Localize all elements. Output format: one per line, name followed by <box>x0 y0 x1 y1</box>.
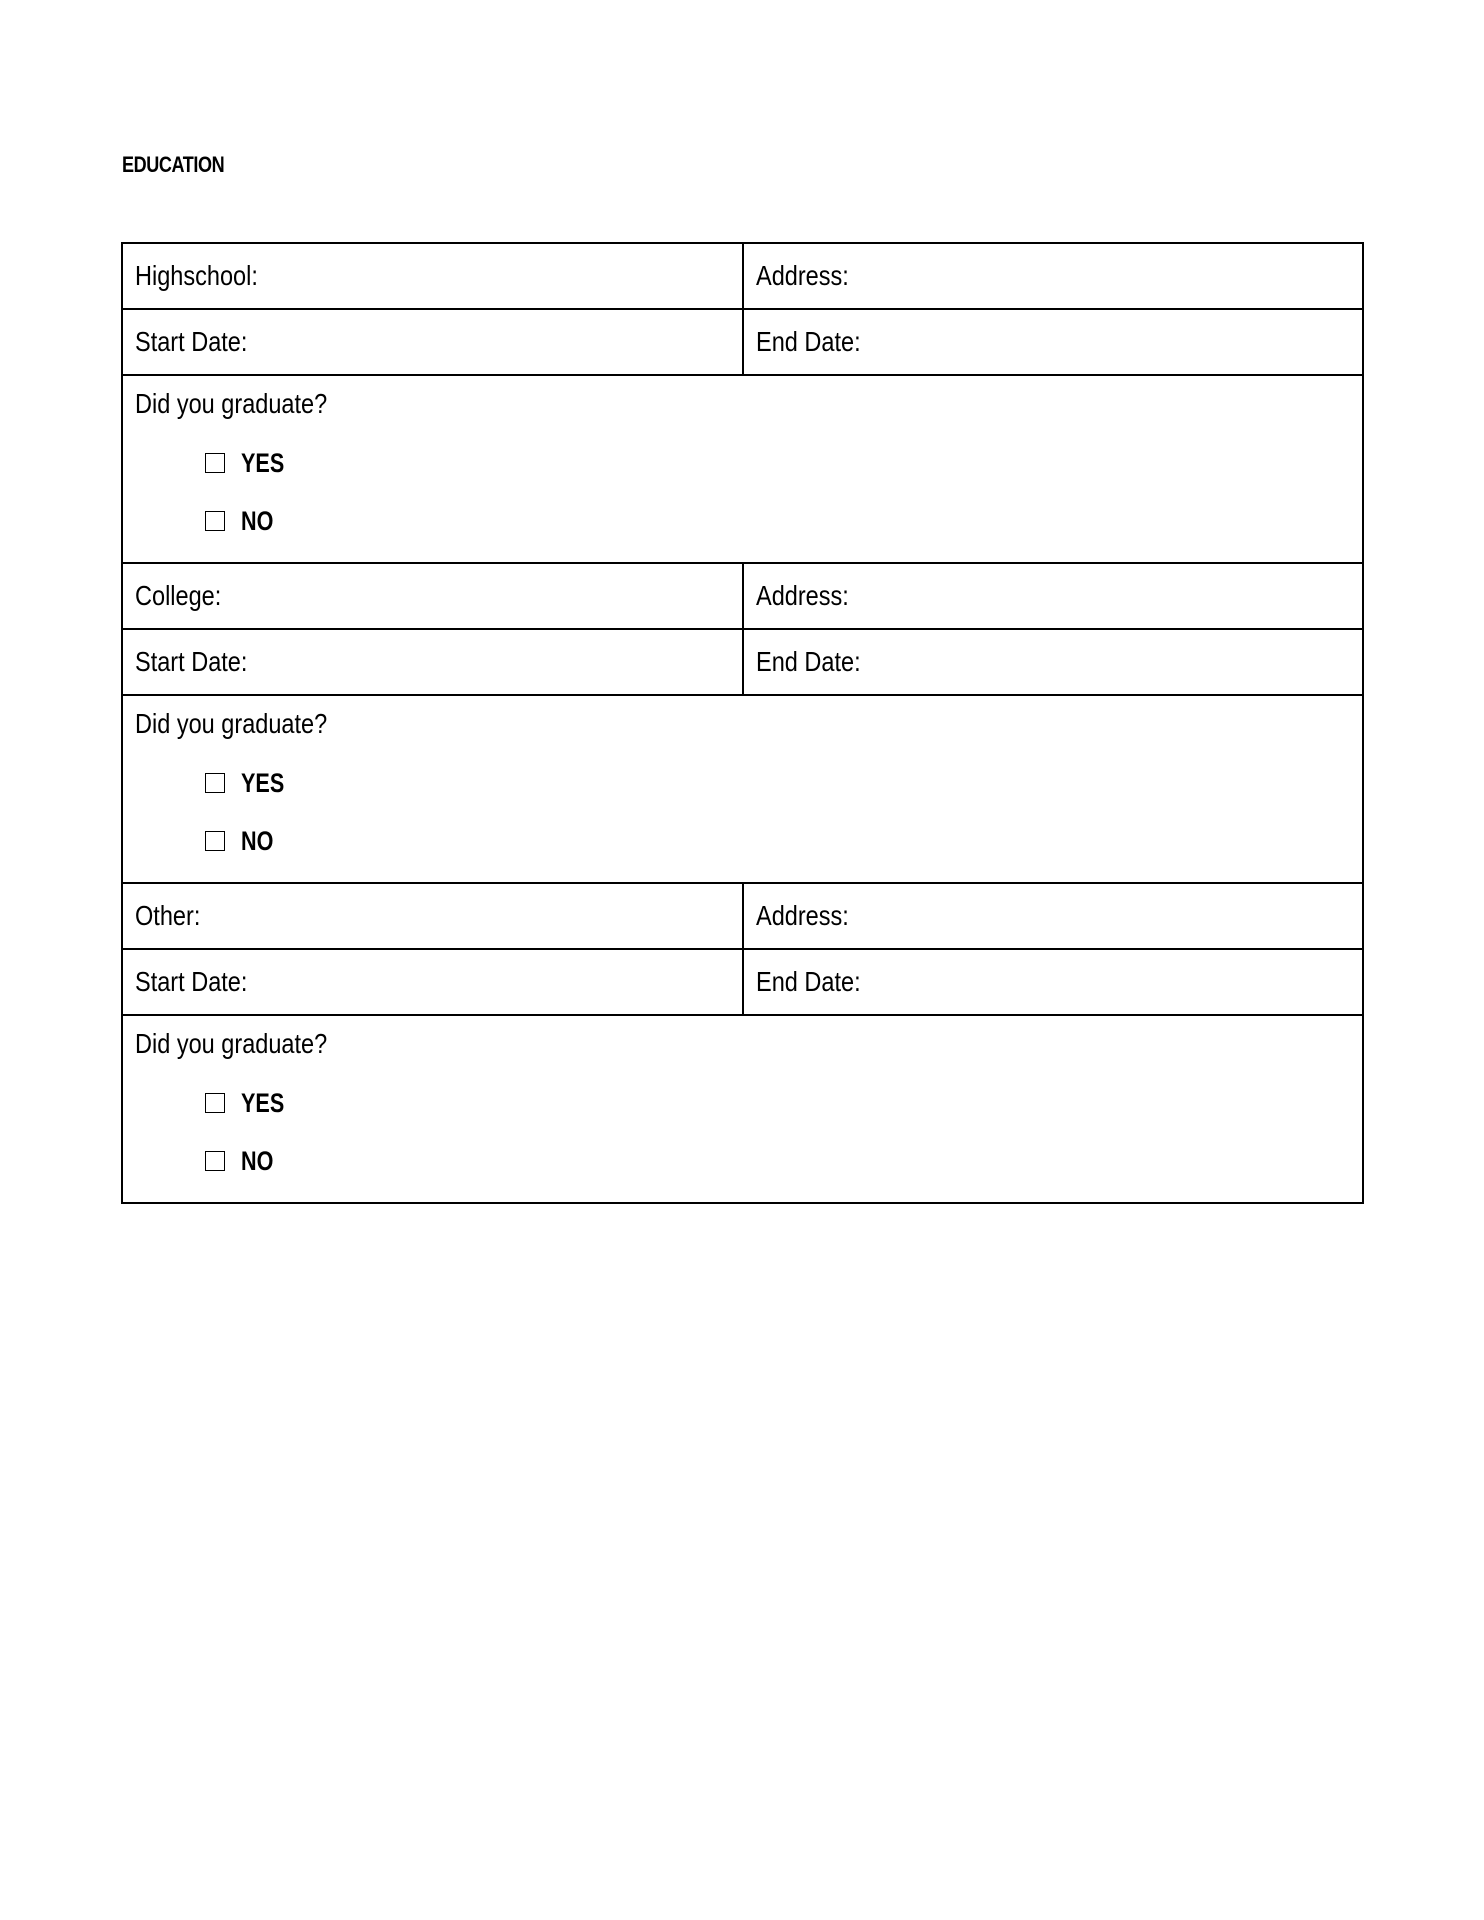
graduate-question: Did you graduate? <box>135 1028 328 1059</box>
end-date-label: End Date: <box>755 966 861 997</box>
other-start-date-field[interactable] <box>122 949 743 1015</box>
start-date-label: Start Date: <box>135 966 248 997</box>
address-label: Address: <box>755 900 849 931</box>
graduate-question: Did you graduate? <box>135 708 328 739</box>
option-no-label: NO <box>241 825 274 856</box>
highschool-address-field[interactable] <box>743 243 1364 309</box>
graduate-options <box>135 754 1350 870</box>
other-address-field[interactable] <box>743 883 1364 949</box>
checkbox-no[interactable] <box>205 1151 225 1171</box>
start-date-label: Start Date: <box>135 326 248 357</box>
other-dates-row <box>122 949 1363 1015</box>
graduate-options <box>135 1074 1350 1190</box>
college-start-date-field[interactable] <box>122 629 743 695</box>
option-no[interactable] <box>205 1132 1350 1190</box>
address-label: Address: <box>755 260 849 291</box>
option-no[interactable] <box>205 492 1350 550</box>
other-end-date-field[interactable] <box>743 949 1364 1015</box>
option-yes-label: YES <box>241 447 285 478</box>
college-dates-row <box>122 629 1363 695</box>
other-graduate-cell <box>122 1015 1363 1203</box>
option-no-label: NO <box>241 1145 274 1176</box>
other-graduate-row <box>122 1015 1363 1203</box>
option-no[interactable] <box>205 812 1350 870</box>
highschool-graduate-cell <box>122 375 1363 563</box>
section-title: EDUCATION <box>122 152 225 177</box>
college-graduate-cell <box>122 695 1363 883</box>
checkbox-no[interactable] <box>205 831 225 851</box>
college-address-field[interactable] <box>743 563 1364 629</box>
highschool-end-date-field[interactable] <box>743 309 1364 375</box>
highschool-dates-row <box>122 309 1363 375</box>
college-field[interactable] <box>122 563 743 629</box>
college-row <box>122 563 1363 629</box>
highschool-row <box>122 243 1363 309</box>
option-yes[interactable] <box>205 434 1350 492</box>
start-date-label: Start Date: <box>135 646 248 677</box>
option-yes[interactable] <box>205 1074 1350 1132</box>
option-no-label: NO <box>241 505 274 536</box>
end-date-label: End Date: <box>755 646 861 677</box>
highschool-start-date-field[interactable] <box>122 309 743 375</box>
option-yes[interactable] <box>205 754 1350 812</box>
graduate-options <box>135 434 1350 550</box>
other-row <box>122 883 1363 949</box>
highschool-label: Highschool: <box>135 260 258 291</box>
option-yes-label: YES <box>241 1087 285 1118</box>
end-date-label: End Date: <box>755 326 861 357</box>
college-graduate-row <box>122 695 1363 883</box>
checkbox-yes[interactable] <box>205 773 225 793</box>
college-end-date-field[interactable] <box>743 629 1364 695</box>
highschool-field[interactable] <box>122 243 743 309</box>
checkbox-yes[interactable] <box>205 453 225 473</box>
graduate-question: Did you graduate? <box>135 388 328 419</box>
checkbox-no[interactable] <box>205 511 225 531</box>
education-table <box>121 242 1364 1204</box>
other-field[interactable] <box>122 883 743 949</box>
college-label: College: <box>135 580 222 611</box>
checkbox-yes[interactable] <box>205 1093 225 1113</box>
address-label: Address: <box>755 580 849 611</box>
other-label: Other: <box>135 900 201 931</box>
option-yes-label: YES <box>241 767 285 798</box>
highschool-graduate-row <box>122 375 1363 563</box>
